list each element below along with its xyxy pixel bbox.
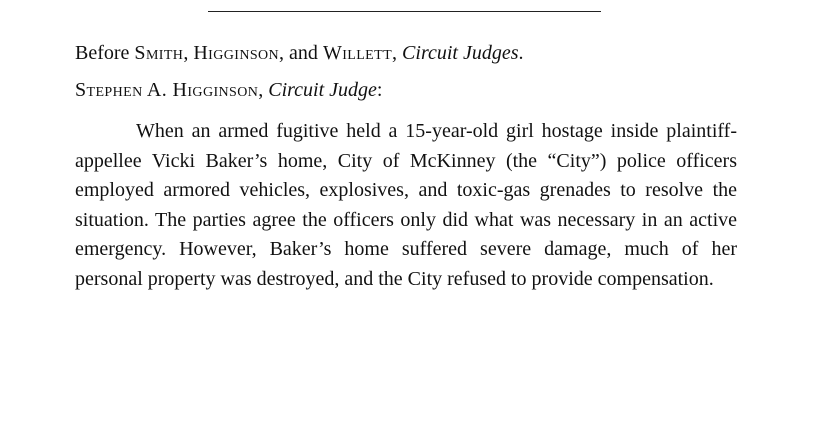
judge-smith: Smith	[134, 42, 184, 64]
author-title: Circuit Judge	[268, 79, 377, 101]
judge-higginson: Higginson	[193, 42, 280, 64]
author-colon: :	[376, 79, 383, 101]
author-line	[75, 78, 382, 102]
panel-end-period: .	[518, 42, 524, 64]
author-separator: ,	[258, 79, 269, 101]
panel-separator-3: ,	[392, 42, 403, 64]
judge-willett: Willett	[322, 42, 393, 64]
panel-judges-title: Circuit Judges	[402, 42, 519, 64]
section-divider-rule	[208, 11, 601, 12]
panel-line	[75, 41, 524, 65]
opinion-paragraph: When an armed fugitive held a 15-year-old girl hostage inside plaintiff-appellee Vicki Baker’s home, City of McKinney (the “City”) police officers employed armored vehicles, explosives, and toxic-gas grenades to resolve the situation. The parties agree the officers only did what was necessary in an active emergency. However, Baker’s home suffered severe damage, much of her personal property was destroyed, and the City refused to provide compensation.	[75, 120, 737, 290]
author-name: Stephen A. Higginson	[75, 79, 259, 101]
panel-separator-1: ,	[183, 42, 194, 64]
panel-separator-2: , and	[279, 42, 323, 64]
panel-before-prefix: Before	[75, 42, 135, 64]
